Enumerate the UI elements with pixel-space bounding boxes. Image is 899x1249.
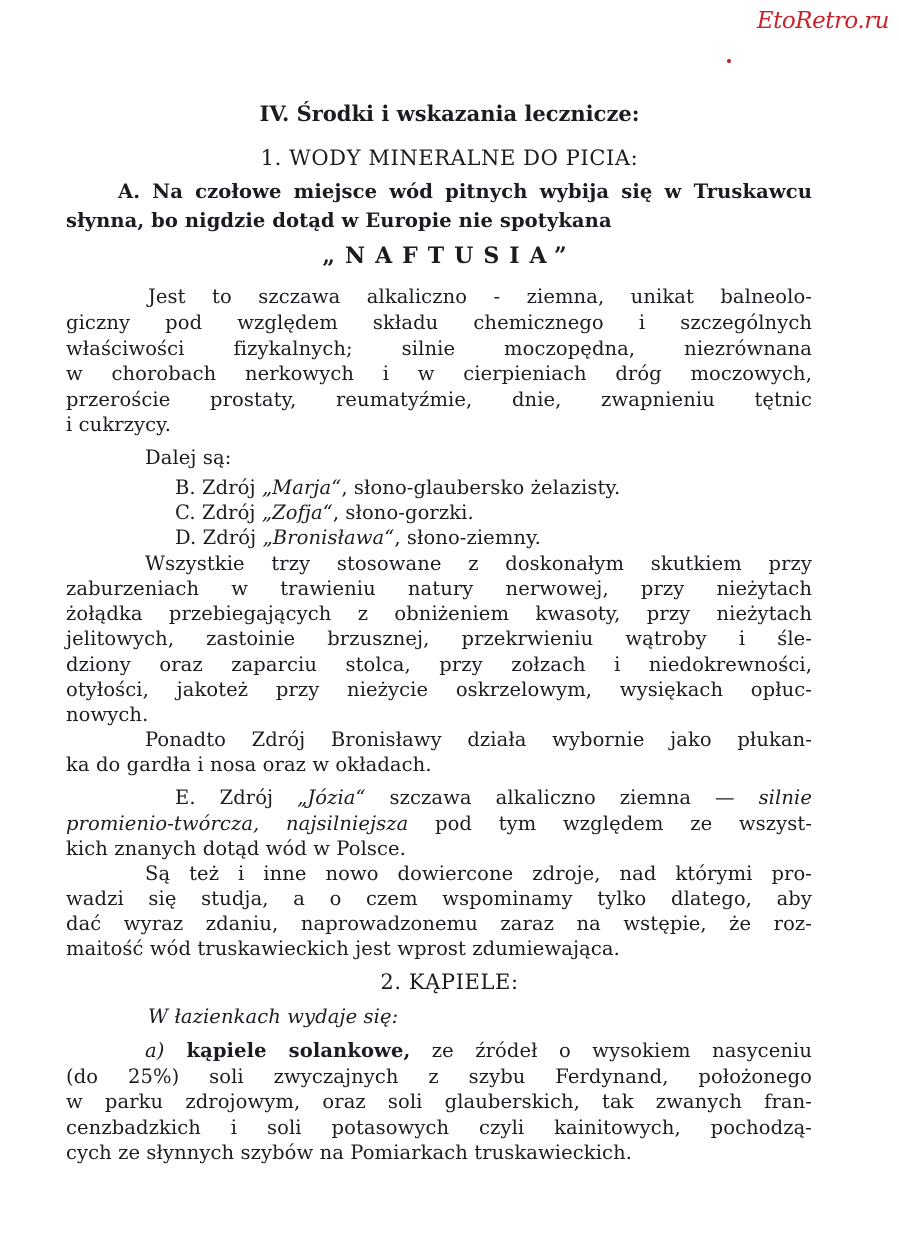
- p4-line-3: dać wyraz zdaniu, naprowadzonemu zaraz na wstępie, że roz-: [66, 912, 812, 935]
- p1-line-1: Jest to szczawa alkaliczno - ziemna, unikat balneolo-: [148, 285, 812, 308]
- p2-line-2: zaburzeniach w trawieniu natury nerwowej, przy nieżytach: [66, 577, 812, 600]
- p5-line-3: cenzbadzkich i soli potasowych czyli kainitowych, pochodzą-: [66, 1116, 812, 1139]
- section-title: IV. Środki i wskazania lecznicze:: [259, 101, 640, 126]
- p5-line-2: w parku zdrojowym, oraz soli glauberskich, tak zwanych fran-: [66, 1090, 812, 1113]
- p1-line-6: i cukrzycy.: [66, 413, 171, 436]
- paragraph-a-line-2: słynna, bo nigdzie dotąd w Europie nie spotykana: [66, 209, 612, 232]
- e-line-1: E. Zdrój „Józia“ szczawa alkaliczno ziemna — silnie: [175, 786, 812, 809]
- p2-line-7: nowych.: [66, 703, 149, 726]
- spring-d: D. Zdrój „Bronisława“, słono-ziemny.: [175, 526, 541, 549]
- p4-line-2: wadzi się studja, a o czem wspominamy tylko dlatego, aby: [66, 887, 812, 910]
- p5-line-1: (do 25%) soli zwyczajnych z szybu Ferdynand, położonego: [66, 1065, 812, 1088]
- e-line-2: promienio-twórcza, najsilniejsza pod tym względem ze wszyst-: [66, 812, 813, 835]
- p4-line-4: maitość wód truskawieckich jest wprost zdumiewająca.: [66, 937, 620, 960]
- a2-line-1: a) kąpiele solankowe, ze źródeł o wysokiem nasyceniu: [145, 1039, 813, 1062]
- dalej-label: Dalej są:: [145, 446, 232, 469]
- p2-line-6: otyłości, jakoteż przy nieżycie oskrzelowym, wysiękach opłuc-: [66, 678, 812, 701]
- baths-intro: W łazienkach wydaje się:: [148, 1005, 399, 1028]
- spring-b: B. Zdrój „Marja“, słono-glaubersko żelazisty.: [175, 476, 621, 499]
- p3-line-1: Ponadto Zdrój Bronisławy działa wybornie jako płukan-: [145, 728, 812, 751]
- p2-line-5: dziony oraz zaparciu stolca, przy zołzach i niedokrewności,: [66, 653, 812, 676]
- p3-line-2: ka do gardła i nosa oraz w okładach.: [66, 753, 432, 776]
- p2-line-1: Wszystkie trzy stosowane z doskonałym skutkiem przy: [145, 552, 812, 575]
- paragraph-a-line-1: A. Na czołowe miejsce wód pitnych wybija się w Truskawcu: [118, 180, 812, 203]
- p1-line-3: właściwości fizykalnych; silnie moczopędna, niezrównana: [66, 337, 812, 360]
- p2-line-3: żołądka przebiegających z obniżeniem kwasoty, przy nieżytach: [66, 602, 812, 625]
- e-line-3: kich znanych dotąd wód w Polsce.: [66, 837, 406, 860]
- p1-line-2: giczny pod względem składu chemicznego i szczególnych: [66, 311, 812, 334]
- naftusia-title: „NAFTUSIA”: [322, 243, 577, 269]
- p4-line-1: Są też i inne nowo dowiercone zdroje, nad którymi pro-: [145, 862, 812, 885]
- spring-c: C. Zdrój „Zofja“, słono-gorzki.: [175, 501, 474, 524]
- ink-speck: [727, 59, 731, 63]
- watermark-logo: EtoRetro.ru: [756, 8, 889, 34]
- p1-line-5: przeroście prostaty, reumatyźmie, dnie, zwapnieniu tętnic: [66, 388, 812, 411]
- p2-line-4: jelitowych, zastoinie brzusznej, przekrwieniu wątroby i śle-: [66, 627, 812, 650]
- p5-line-4: cych ze słynnych szybów na Pomiarkach truskawieckich.: [66, 1141, 633, 1164]
- subheading-mineral-waters: 1. WODY MINERALNE DO PICIA:: [260, 146, 639, 170]
- p1-line-4: w chorobach nerkowych i w cierpieniach dróg moczowych,: [66, 362, 812, 385]
- subheading-baths: 2. KĄPIELE:: [380, 970, 519, 994]
